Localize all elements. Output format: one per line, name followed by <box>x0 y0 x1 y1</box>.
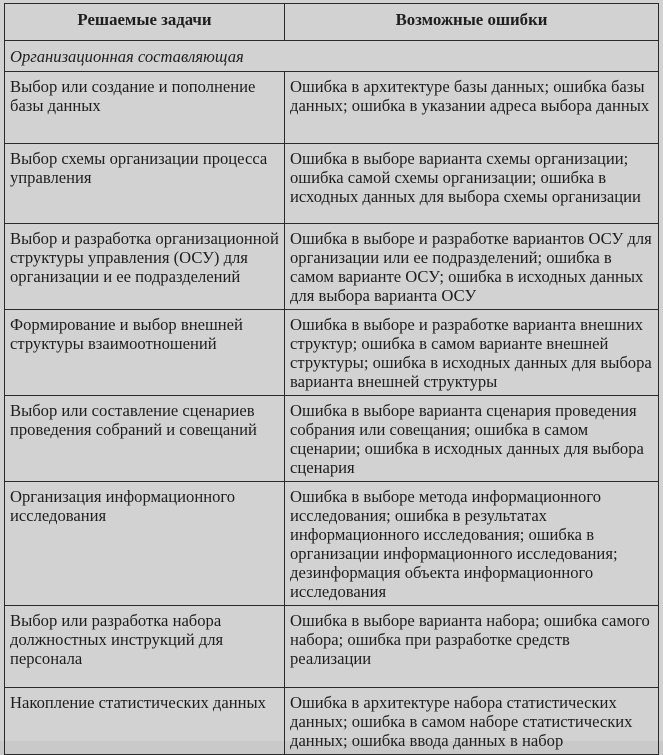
task-cell: Формирование и выбор внешней структуры взаимоотношений <box>5 310 285 396</box>
errors-cell: Ошибка в архитектуре набора статистических данных; ошибка в самом наборе статистических данных; ошибка ввода данных в набор <box>285 688 659 755</box>
table-row <box>5 482 659 606</box>
table-row <box>5 396 659 482</box>
errors-cell: Ошибка в выборе варианта схемы организации; ошибка самой схемы организации; ошибка в исходных данных для выбора схемы организации <box>285 144 659 224</box>
table-row <box>5 72 659 144</box>
tasks-errors-table <box>4 3 659 755</box>
table-row <box>5 144 659 224</box>
task-cell: Выбор и разработка организационной структуры управления (ОСУ) для организации и ее подразделений <box>5 224 285 310</box>
errors-cell: Ошибка в выборе варианта сценария проведения собрания или совещания; ошибка в самом сценарии; ошибка в исходных данных для выбора сценария <box>285 396 659 482</box>
header-tasks: Решаемые задачи <box>5 4 285 41</box>
task-cell: Организация информационного исследования <box>5 482 285 606</box>
task-cell: Выбор схемы организации процесса управления <box>5 144 285 224</box>
task-cell: Накопление статистических данных <box>5 688 285 755</box>
header-errors: Возможные ошибки <box>285 4 659 41</box>
task-cell: Выбор или составление сценариев проведения собраний и совещаний <box>5 396 285 482</box>
errors-cell: Ошибка в архитектуре базы данных; ошибка базы данных; ошибка в указании адреса выбора данных <box>285 72 659 144</box>
table-header-row <box>5 4 659 41</box>
task-cell: Выбор или создание и пополнение базы данных <box>5 72 285 144</box>
task-cell: Выбор или разработка набора должностных инструкций для персонала <box>5 606 285 688</box>
section-title: Организационная составляющая <box>5 41 659 72</box>
errors-cell: Ошибка в выборе и разработке варианта внешних структур; ошибка в самом варианте внешней структуры; ошибка в исходных данных для выбора варианта внешней структуры <box>285 310 659 396</box>
section-row <box>5 41 659 72</box>
table-row <box>5 224 659 310</box>
table-row <box>5 688 659 755</box>
errors-cell: Ошибка в выборе и разработке вариантов ОСУ для организации или ее подразделений; ошибка в самом варианте ОСУ; ошибка в исходных данных для выбора варианта ОСУ <box>285 224 659 310</box>
errors-cell: Ошибка в выборе варианта набора; ошибка самого набора; ошибка при разработке средств реализации <box>285 606 659 688</box>
errors-cell: Ошибка в выборе метода информационного исследования; ошибка в результатах информационного исследования; ошибка в организации информационного исследования; дезинформация объекта информационного исследования <box>285 482 659 606</box>
table-row <box>5 606 659 688</box>
table-row <box>5 310 659 396</box>
